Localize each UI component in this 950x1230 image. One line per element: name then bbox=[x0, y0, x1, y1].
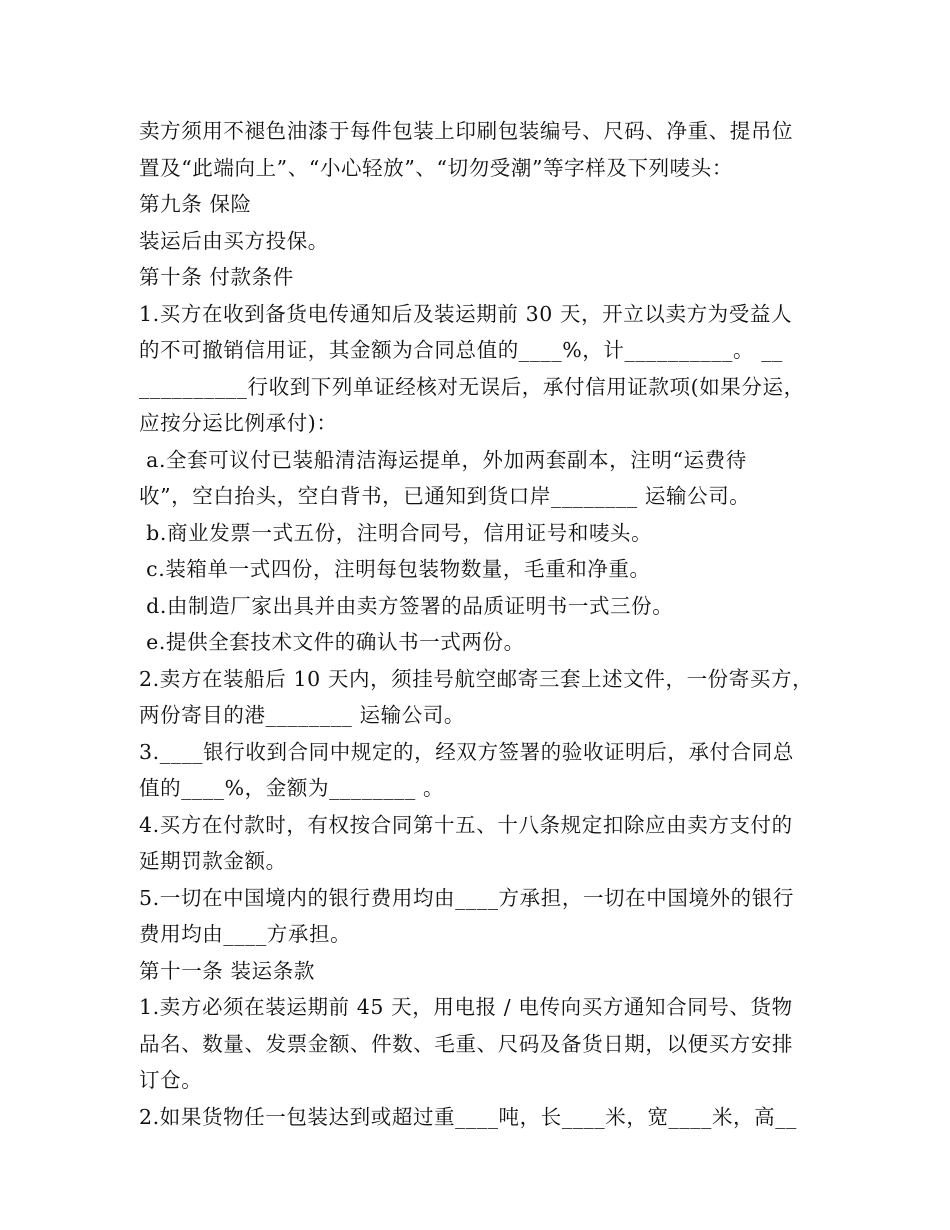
text-line: 品名、数量、发票金额、件数、毛重、尺码及备货日期，以便买方安排 bbox=[139, 1031, 794, 1056]
section-heading: 第九条 保险 bbox=[139, 192, 252, 216]
list-item: a.全套可议付已装船清洁海运提单，外加两套副本，注明“运费待 bbox=[139, 447, 747, 472]
text-line: 置及“此端向上”、“小心轻放”、“切勿受潮”等字样及下列唛头： bbox=[139, 155, 733, 180]
list-item: d.由制造厂家出具并由卖方签署的品质证明书一式三份。 bbox=[139, 593, 674, 618]
text-line: 1.卖方必须在装运期前 45 天，用电报 / 电传向买方通知合同号、货物 bbox=[139, 995, 793, 1019]
text-line: 装运后由买方投保。 bbox=[139, 228, 329, 253]
list-item: e.提供全套技术文件的确认书一式两份。 bbox=[139, 630, 525, 654]
text-line: 5.一切在中国境内的银行费用均由____方承担，一切在中国境外的银行 bbox=[139, 885, 794, 910]
text-line: 应按分运比例承付)： bbox=[139, 411, 338, 435]
list-item: b.商业发票一式五份，注明合同号，信用证号和唛头。 bbox=[139, 520, 653, 545]
text-line: __________行收到下列单证经核对无误后，承付信用证款项(如果分运， bbox=[139, 374, 805, 399]
text-line: 订仓。 bbox=[139, 1068, 203, 1092]
text-line: 1.买方在收到备货电传通知后及装运期前 30 天，开立以卖方为受益人 bbox=[139, 301, 793, 326]
text-line: 的不可撤销信用证，其金额为合同总值的____%，计__________。 __ bbox=[139, 338, 783, 362]
text-line: 2.如果货物任一包装达到或超过重____吨，长____米，宽____米，高__ bbox=[139, 1104, 797, 1129]
text-line: 卖方须用不褪色油漆于每件包装上印刷包装编号、尺码、净重、提吊位 bbox=[139, 119, 794, 143]
text-line: 3.____银行收到合同中规定的，经双方签署的验收证明后，承付合同总 bbox=[139, 739, 794, 764]
text-line: 费用均由____方承担。 bbox=[139, 922, 352, 946]
list-item: c.装箱单一式四份，注明每包装物数量，毛重和净重。 bbox=[139, 557, 651, 581]
text-line: 4.买方在付款时，有权按合同第十五、十八条规定扣除应由卖方支付的 bbox=[139, 812, 793, 837]
section-heading: 第十一条 装运条款 bbox=[139, 958, 315, 983]
section-heading: 第十条 付款条件 bbox=[139, 265, 294, 289]
text-line: 两份寄目的港________ 运输公司。 bbox=[139, 703, 466, 727]
text-line: 值的____%，金额为________ 。 bbox=[139, 776, 445, 800]
text-line: 延期罚款金额。 bbox=[139, 849, 287, 873]
document-body bbox=[139, 113, 819, 1135]
text-line: 2.卖方在装船后 10 天内，须挂号航空邮寄三套上述文件，一份寄买方， bbox=[139, 666, 814, 691]
text-line: 收”，空白抬头，空白背书，已通知到货口岸________ 运输公司。 bbox=[139, 484, 751, 508]
